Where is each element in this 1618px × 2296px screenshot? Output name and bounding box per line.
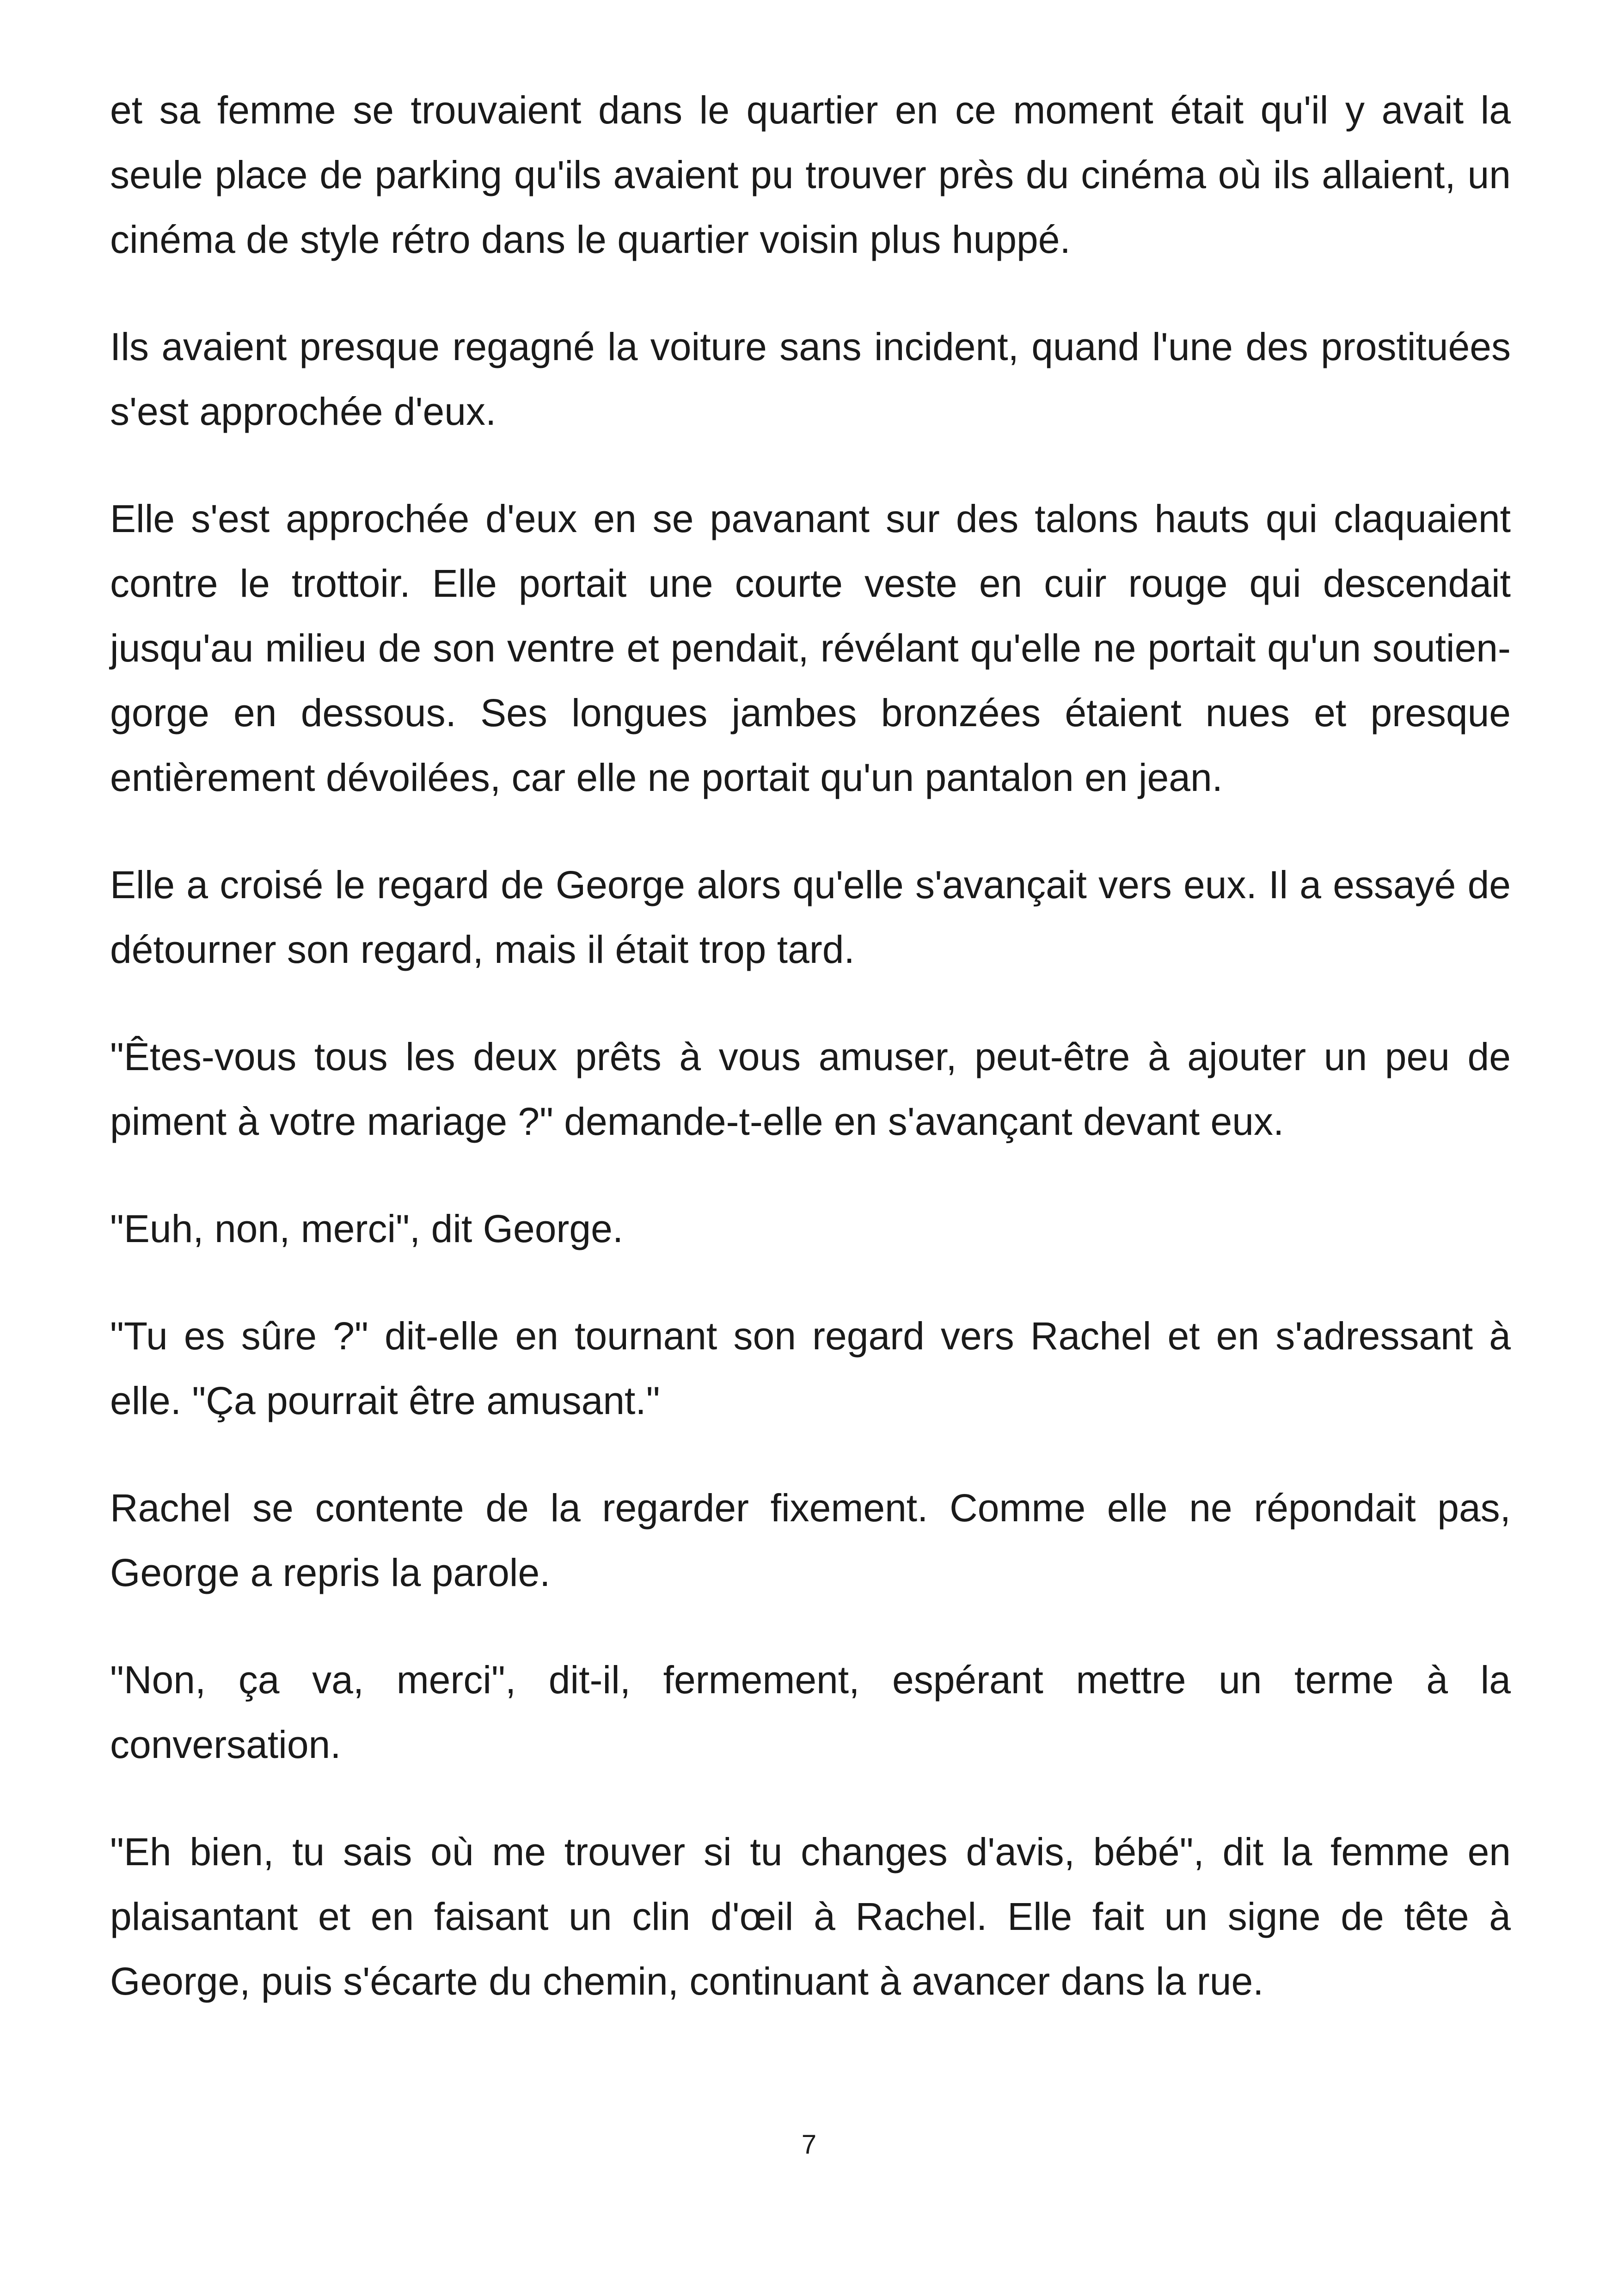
paragraph: "Êtes-vous tous les deux prêts à vous amuser, peut-être à ajouter un peu de piment à votre mariage ?" demande-t-elle en s'avançant devant eux. xyxy=(110,1035,1511,1143)
paragraph: Elle a croisé le regard de George alors qu'elle s'avançait vers eux. Il a essayé de détourner son regard, mais il était trop tard. xyxy=(110,863,1511,971)
paragraph: "Non, ça va, merci", dit-il, fermement, espérant mettre un terme à la conversation. xyxy=(110,1658,1511,1766)
paragraph: "Euh, non, merci", dit George. xyxy=(110,1207,624,1250)
body-text xyxy=(110,78,1511,2056)
paragraph: Ils avaient presque regagné la voiture sans incident, quand l'une des prostituées s'est approchée d'eux. xyxy=(110,325,1511,433)
paragraph: Elle s'est approchée d'eux en se pavanant sur des talons hauts qui claquaient contre le trottoir. Elle portait une courte veste en cuir rouge qui descendait jusqu'au milieu de son ventre et pendait, révélant qu'elle ne portait qu'un soutien-gorge en dessous. Ses longues jambes bronzées étaient nues et presque entièrement dévoilées, car elle ne portait qu'un pantalon en jean. xyxy=(110,497,1511,799)
paragraph: et sa femme se trouvaient dans le quartier en ce moment était qu'il y avait la seule place de parking qu'ils avaient pu trouver près du cinéma où ils allaient, un cinéma de style rétro dans le quartier voisin plus huppé. xyxy=(110,88,1511,261)
paragraph: "Tu es sûre ?" dit-elle en tournant son regard vers Rachel et en s'adressant à elle. "Ça pourrait être amusant." xyxy=(110,1314,1511,1422)
page-number: 7 xyxy=(801,2130,817,2160)
paragraph: "Eh bien, tu sais où me trouver si tu changes d'avis, bébé", dit la femme en plaisantant et en faisant un clin d'œil à Rachel. Elle fait un signe de tête à George, puis s'écarte du chemin, continuant à avancer dans la rue. xyxy=(110,1830,1511,2003)
paragraph: Rachel se contente de la regarder fixement. Comme elle ne répondait pas, George a repris la parole. xyxy=(110,1486,1511,1594)
